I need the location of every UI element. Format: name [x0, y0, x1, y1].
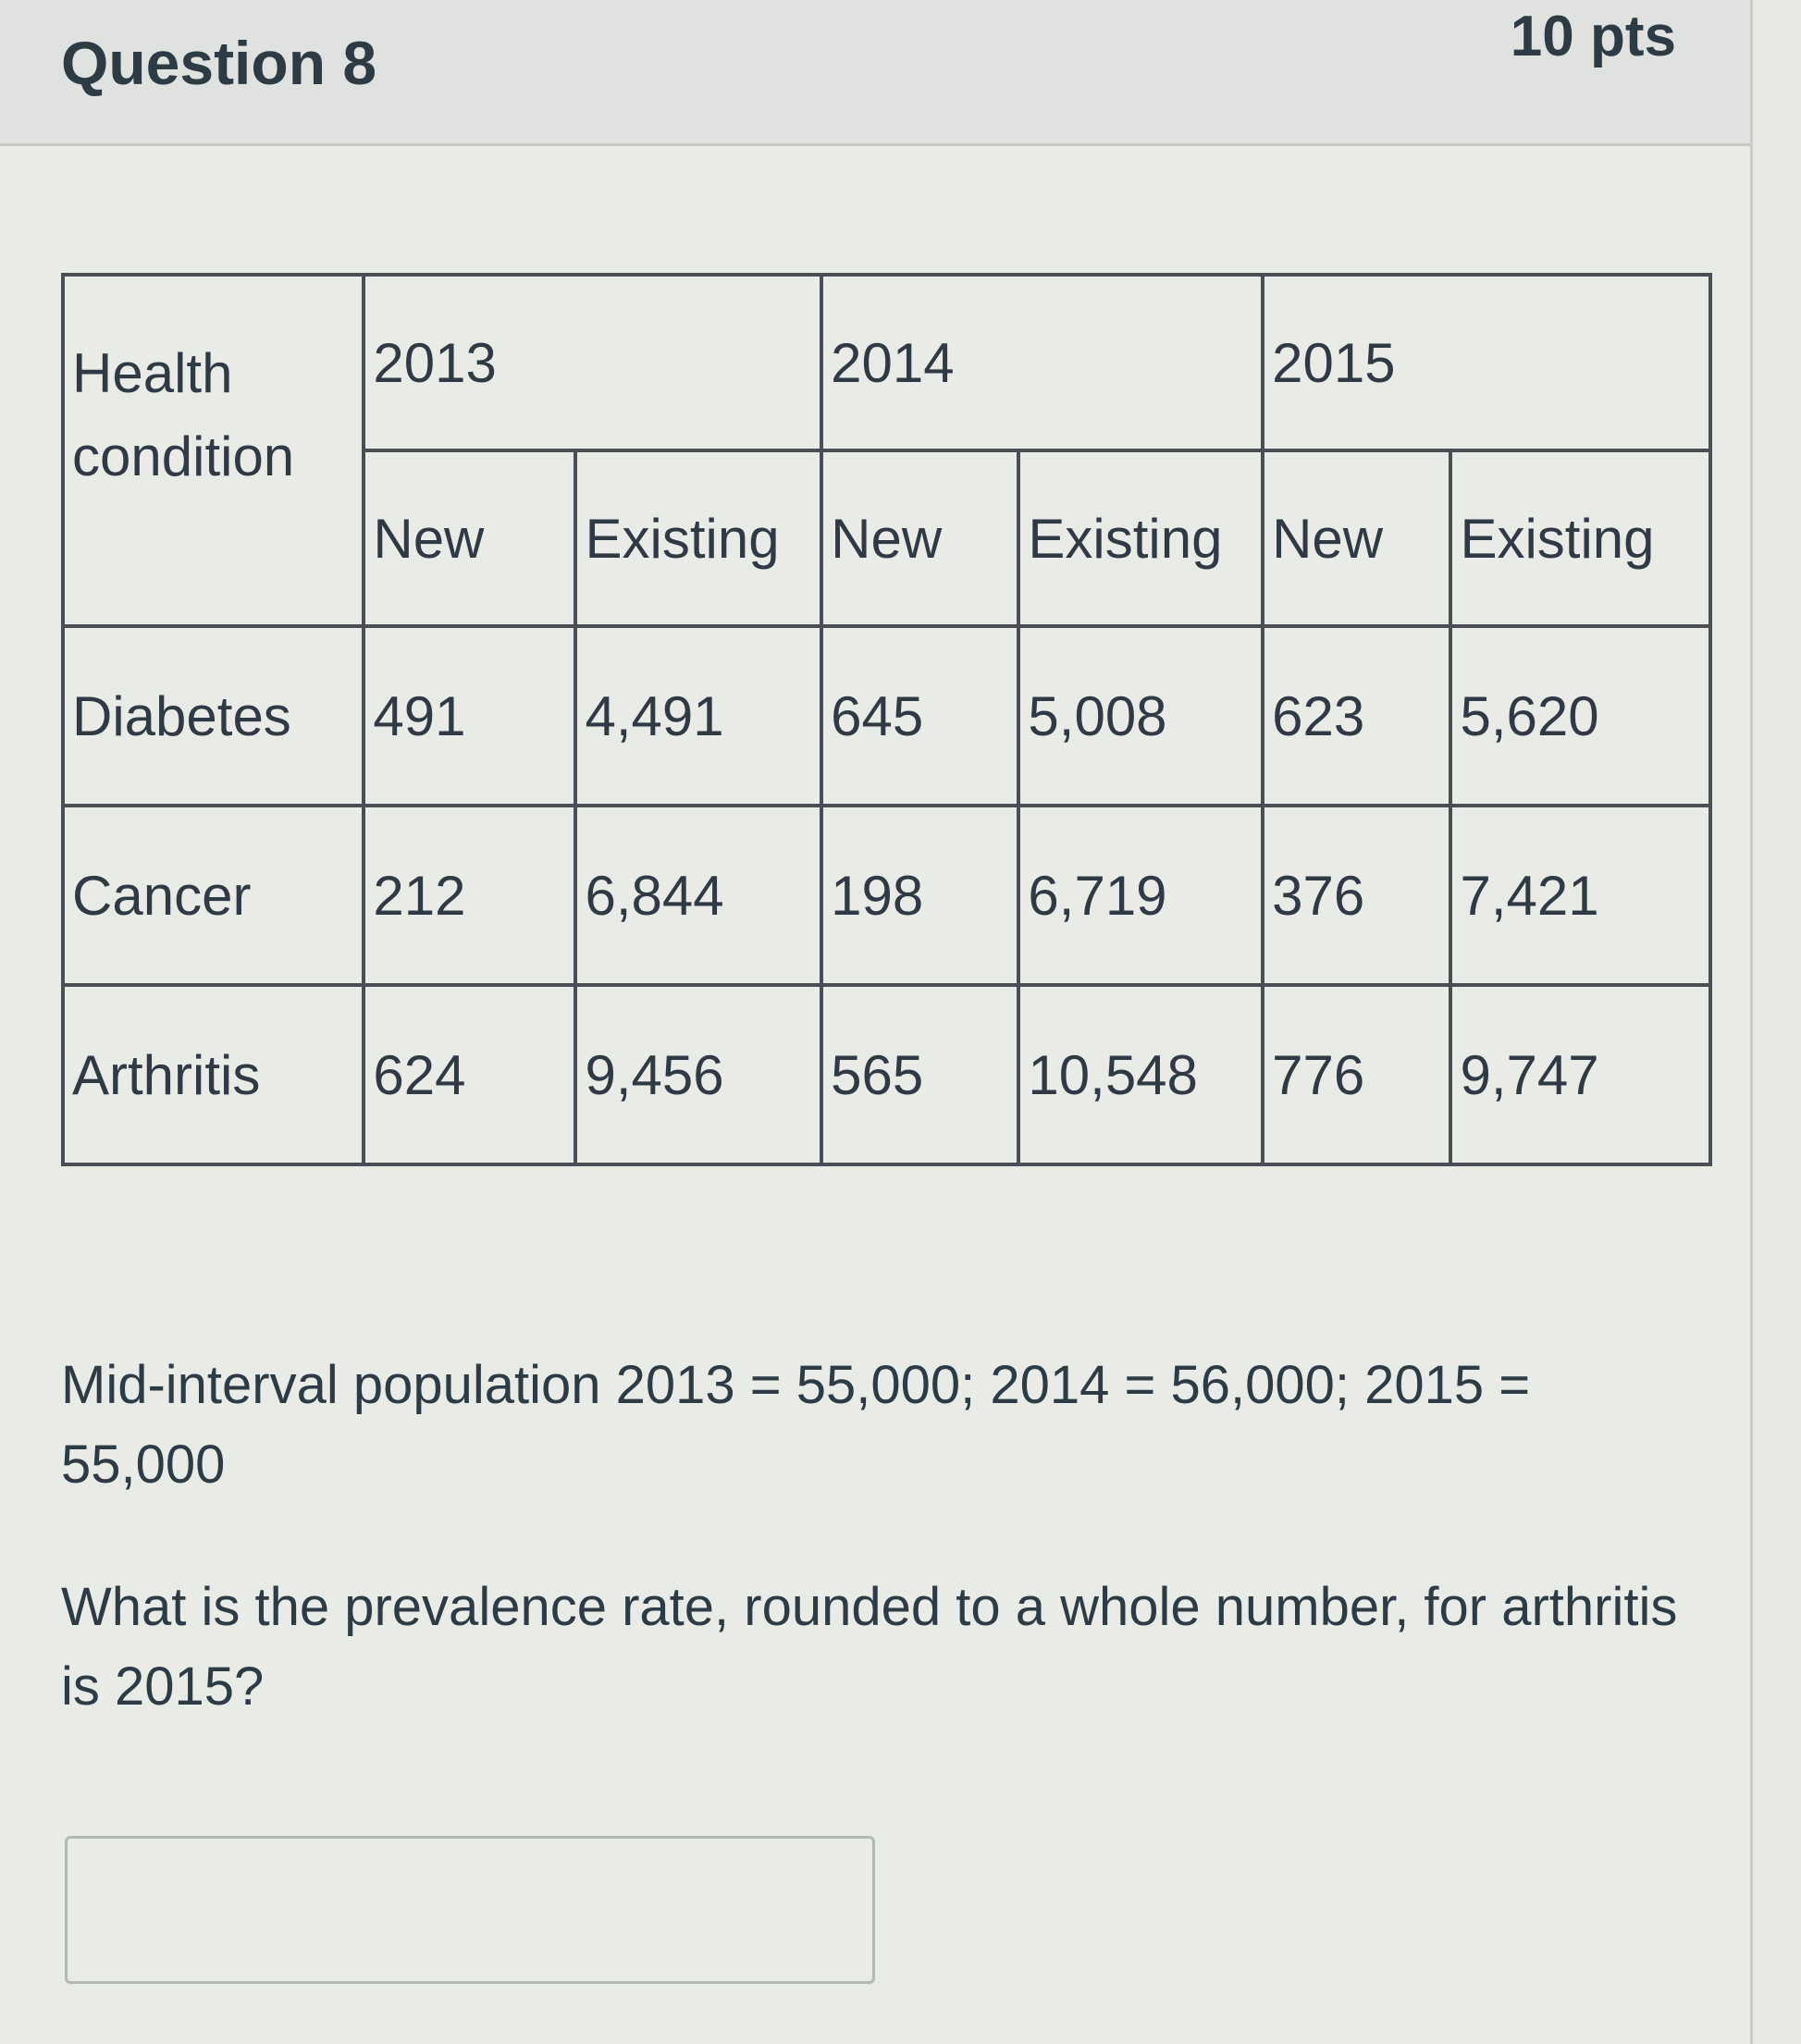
- subheader-cell: New: [821, 450, 1018, 626]
- question-title: Question 8: [61, 29, 377, 97]
- table-cell: 6,844: [575, 806, 821, 985]
- table-cell: 10,548: [1018, 985, 1263, 1164]
- subheader-cell: Existing: [1018, 450, 1263, 626]
- answer-input[interactable]: [65, 1836, 875, 1984]
- table-row: [63, 626, 1710, 806]
- table-row: [63, 985, 1710, 1164]
- table-row: [63, 806, 1710, 985]
- subheader-cell: New: [364, 450, 575, 626]
- table-cell: 565: [821, 985, 1018, 1164]
- year-header: 2013: [364, 275, 821, 450]
- table-cell: 4,491: [575, 626, 821, 806]
- table-header-row: [63, 275, 1710, 450]
- table-cell: 198: [821, 806, 1018, 985]
- table-cell: 376: [1263, 806, 1450, 985]
- population-text: Mid-interval population 2013 = 55,000; 2014 = 56,000; 2015 = 55,000: [61, 1355, 1531, 1495]
- table-cell: 624: [364, 985, 575, 1164]
- table-cell: 9,747: [1450, 985, 1710, 1164]
- table-cell: 9,456: [575, 985, 821, 1164]
- question-text: What is the prevalence rate, rounded to a whole number, for arthritis is 2015?: [61, 1577, 1678, 1717]
- condition-cell: Diabetes: [63, 626, 364, 806]
- question-points: 10 pts: [1510, 5, 1676, 68]
- table-cell: 776: [1263, 985, 1450, 1164]
- year-header: 2015: [1263, 275, 1710, 450]
- subheader-cell: Existing: [1450, 450, 1710, 626]
- question-header: [0, 0, 1750, 146]
- table-cell: 5,008: [1018, 626, 1263, 806]
- table-cell: 645: [821, 626, 1018, 806]
- table-cell: 623: [1263, 626, 1450, 806]
- table-cell: 5,620: [1450, 626, 1710, 806]
- table-cell: 6,719: [1018, 806, 1263, 985]
- subheader-cell: New: [1263, 450, 1450, 626]
- table-cell: 212: [364, 806, 575, 985]
- table-cell: 7,421: [1450, 806, 1710, 985]
- data-table: [61, 273, 1712, 1166]
- year-header: 2014: [821, 275, 1263, 450]
- table-cell: 491: [364, 626, 575, 806]
- subheader-cell: Existing: [575, 450, 821, 626]
- condition-header: Health condition: [63, 275, 364, 626]
- condition-cell: Arthritis: [63, 985, 364, 1164]
- condition-cell: Cancer: [63, 806, 364, 985]
